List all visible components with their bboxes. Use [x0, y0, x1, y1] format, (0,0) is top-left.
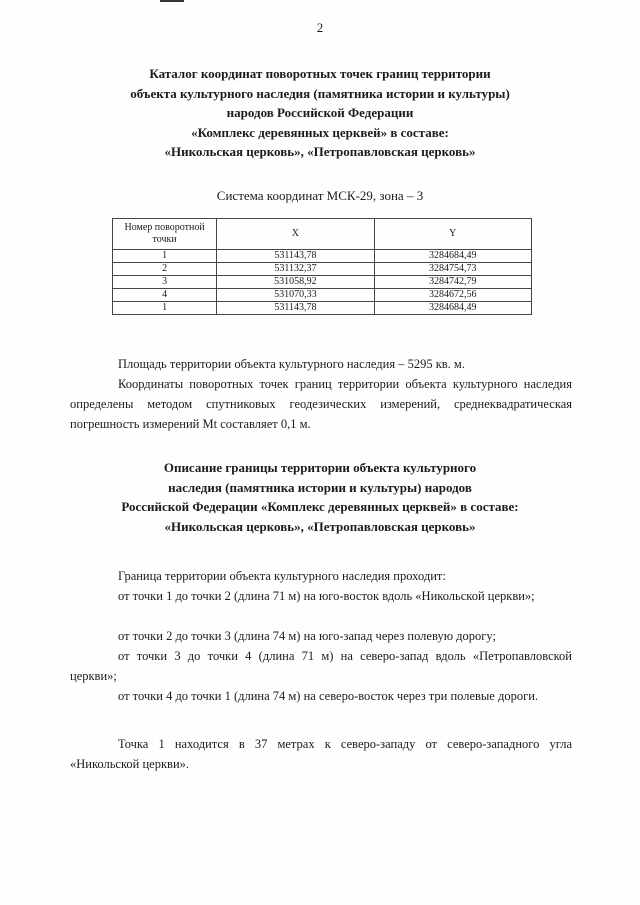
method-paragraph: Координаты поворотных точек границ территории объекта культурного наследия определены методом спутниковых геодезических измерений, среднеквадратическая погрешность измерений Mt составляет 0,1 м.	[70, 377, 572, 431]
top-mark	[160, 0, 184, 2]
coordinates-table	[112, 218, 532, 315]
table-row	[113, 250, 532, 263]
x-cell: 531132,37	[217, 263, 374, 276]
x-cell: 531070,33	[217, 289, 374, 302]
point-number-cell: 2	[113, 263, 217, 276]
x-cell: 531058,92	[217, 276, 374, 289]
description-title-line: Описание границы территории объекта культурного	[163, 460, 477, 475]
catalog-title	[60, 64, 580, 162]
table-row	[113, 263, 532, 276]
table-row	[113, 276, 532, 289]
catalog-title-line: народов Российской Федерации	[226, 105, 414, 120]
x-cell: 531143,78	[217, 250, 374, 263]
x-cell: 531143,78	[217, 302, 374, 315]
description-title-line: «Никольская церковь», «Петропавловская церковь»	[164, 518, 476, 534]
boundary-segment: от точки 2 до точки 3 (длина 74 м) на юго-запад через полевую дорогу;	[118, 629, 496, 643]
y-cell: 3284684,49	[374, 302, 531, 315]
boundary-segment: от точки 3 до точки 4 (длина 71 м) на северо-запад вдоль «Петропавловской церкви»;	[70, 649, 572, 683]
coordinate-system: Система координат МСК-29, зона – 3	[216, 188, 424, 203]
catalog-title-line: объекта культурного наследия (памятника истории и культуры)	[130, 85, 510, 101]
boundary-segment: от точки 1 до точки 2 (длина 71 м) на юго-восток вдоль «Никольской церкви»;	[118, 589, 535, 603]
header-y: Y	[374, 219, 531, 250]
y-cell: 3284684,49	[374, 250, 531, 263]
catalog-title-line: «Комплекс деревянных церквей» в составе:	[191, 124, 449, 140]
header-point-number: Номер поворотной точки	[113, 219, 217, 250]
area-paragraph: Площадь территории объекта культурного наследия – 5295 кв. м.	[118, 357, 465, 371]
description-title	[60, 458, 580, 536]
table-row	[113, 302, 532, 315]
point-number-cell: 4	[113, 289, 217, 302]
y-cell: 3284672,56	[374, 289, 531, 302]
catalog-title-line: «Никольская церковь», «Петропавловская церковь»	[164, 144, 476, 159]
table-header-row	[113, 219, 532, 250]
y-cell: 3284742,79	[374, 276, 531, 289]
catalog-title-line: Каталог координат поворотных точек границ территории	[149, 66, 491, 81]
table-row	[113, 289, 532, 302]
description-title-line: наследия (памятника истории и культуры) народов	[168, 479, 472, 495]
boundary-segment: от точки 4 до точки 1 (длина 74 м) на северо-восток через три полевые дороги.	[118, 689, 539, 703]
point-number-cell: 1	[113, 302, 217, 315]
header-x: X	[217, 219, 374, 250]
boundary-note: Точка 1 находится в 37 метрах к северо-западу от северо-западного угла «Никольской церкви».	[70, 737, 572, 771]
point-number-cell: 3	[113, 276, 217, 289]
description-title-line: Российской Федерации «Комплекс деревянных церквей» в составе:	[121, 499, 519, 514]
page-number: 2	[316, 20, 324, 35]
y-cell: 3284754,73	[374, 263, 531, 276]
boundary-intro: Граница территории объекта культурного наследия проходит:	[118, 569, 446, 583]
point-number-cell: 1	[113, 250, 217, 263]
